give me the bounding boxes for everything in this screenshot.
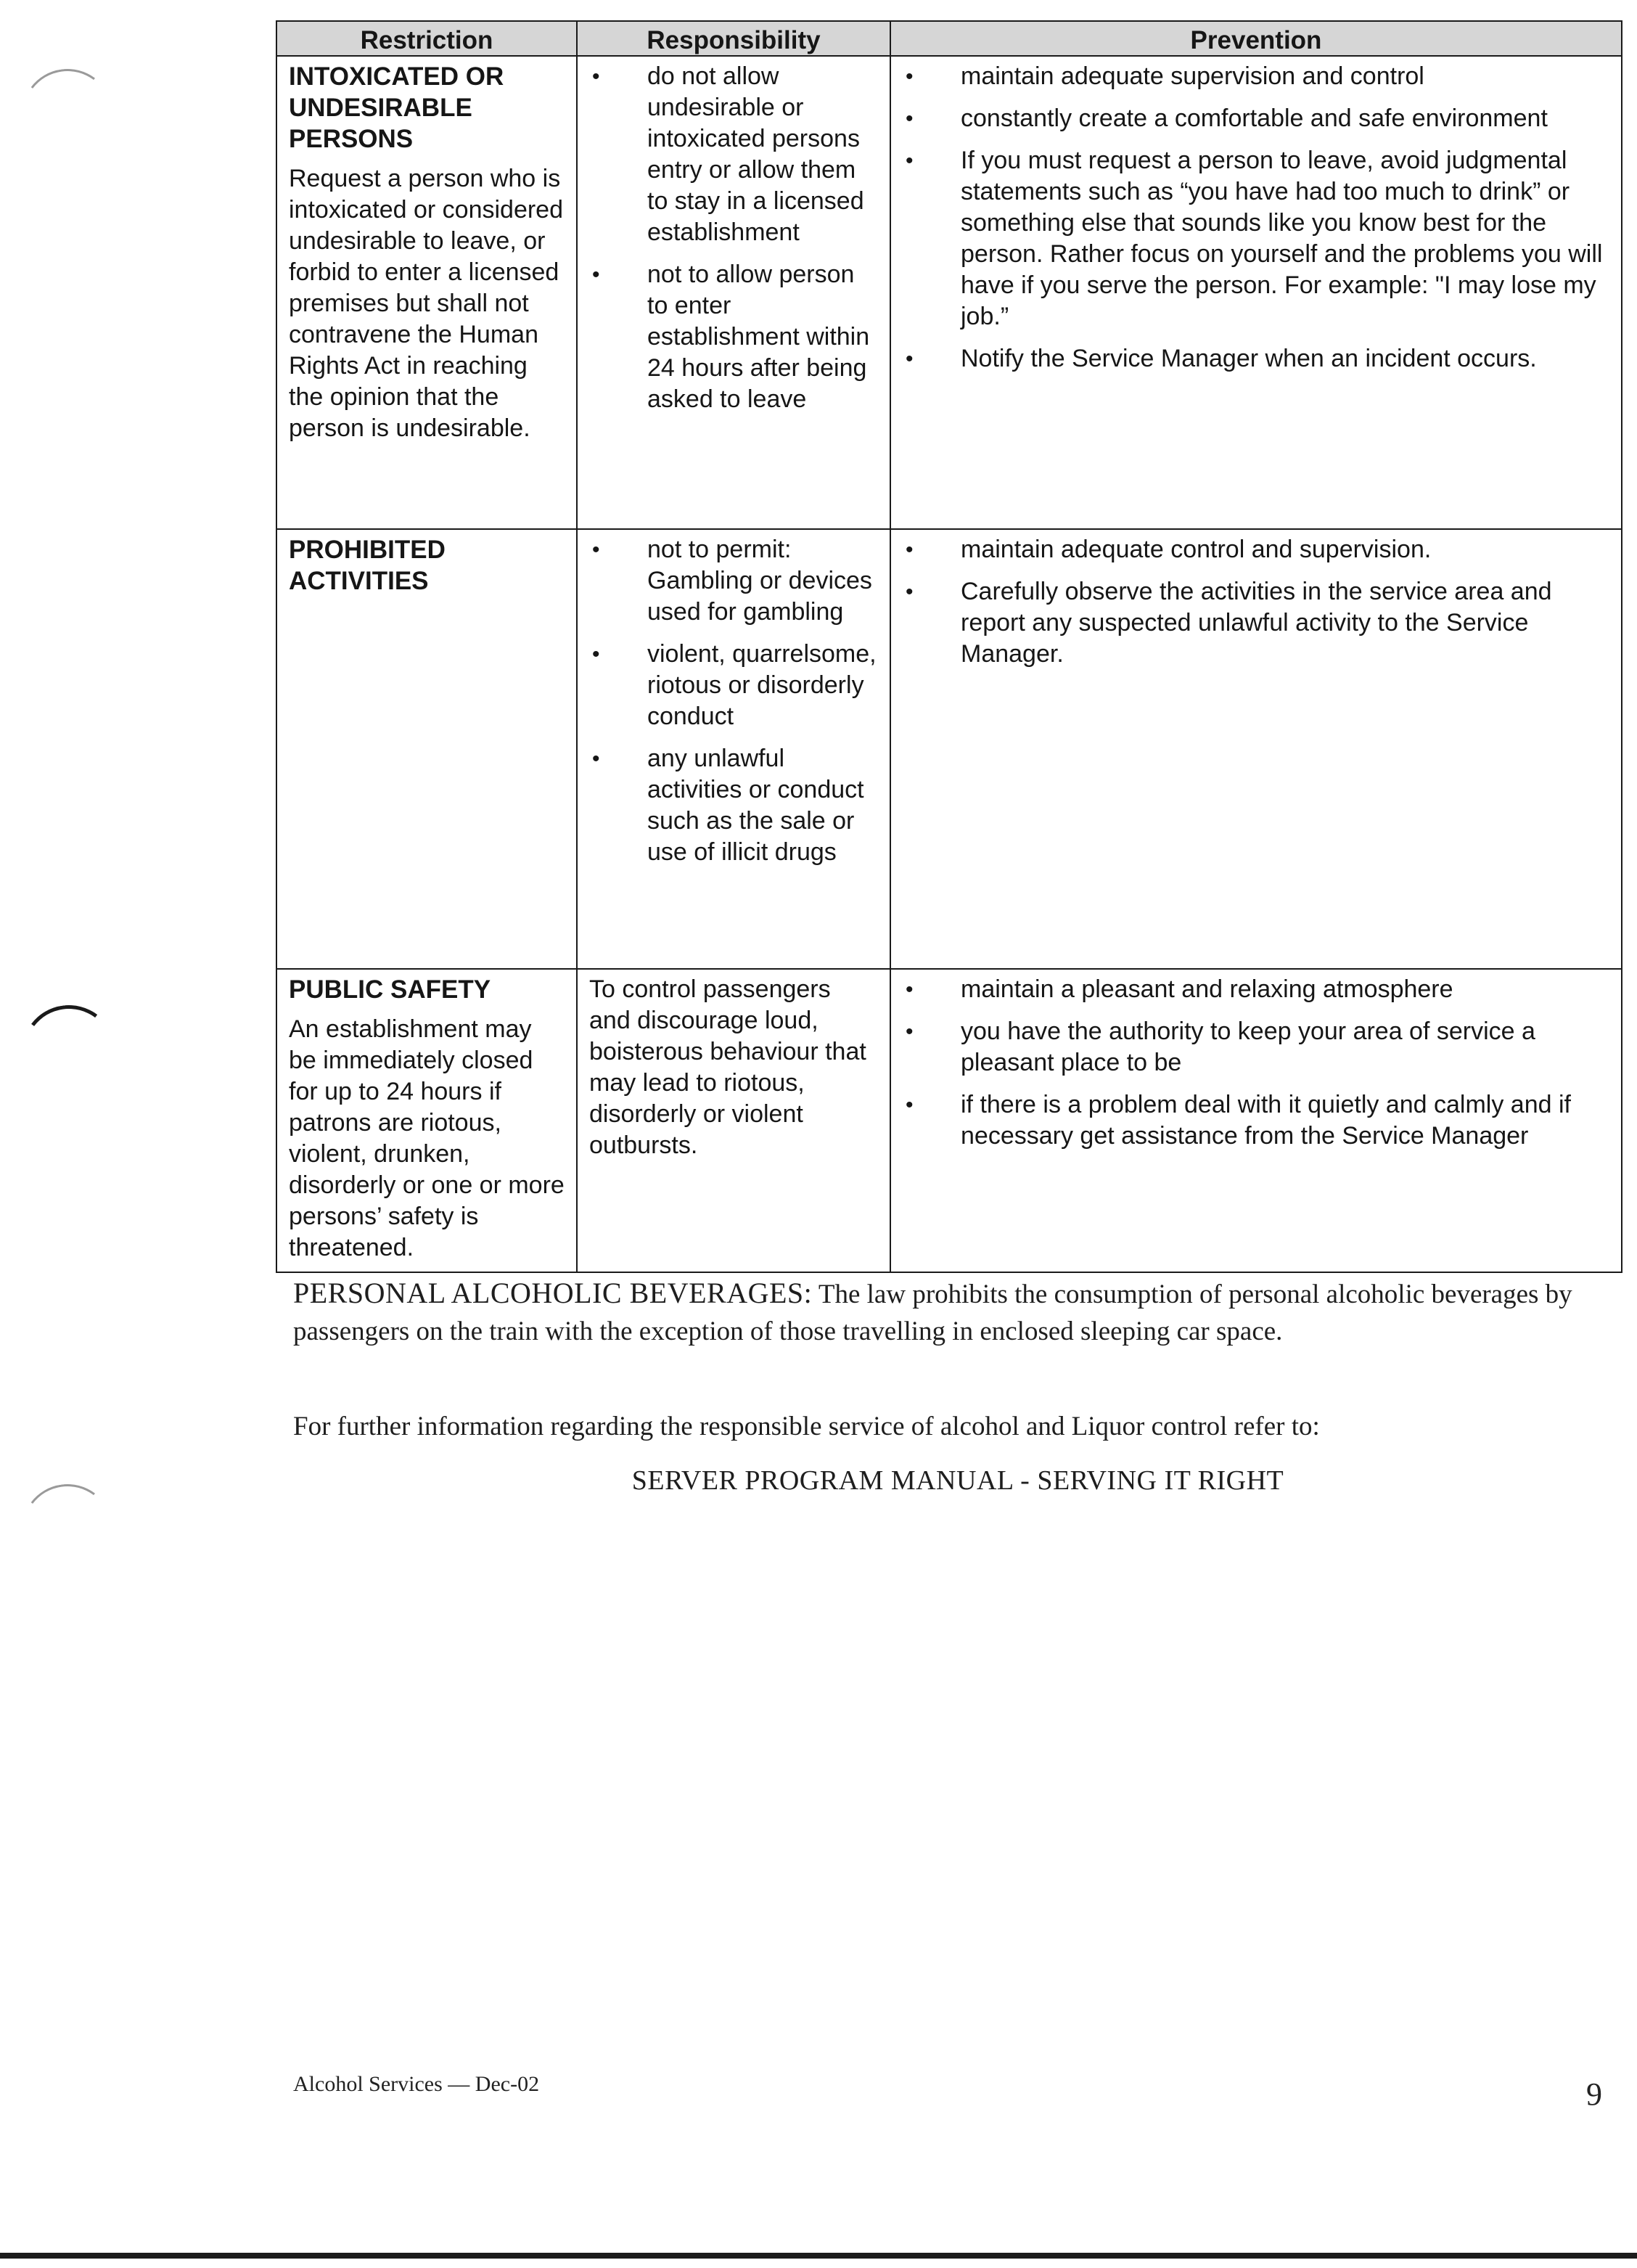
restrictions-table [276, 20, 1622, 1273]
table-row [276, 56, 1622, 529]
header-restriction: Restriction [276, 21, 577, 56]
list-item: • If you must request a person to leave, avoid judgmental statements such as “you have had too much to drink” or something else that sounds like you know best for the person. Rather focus on yourself and the problems you will have if you serve the person. For example: "I may lose my job.” [903, 145, 1609, 332]
responsibility-cell [577, 56, 890, 529]
list-item: • do not allow undesirable or intoxicated persons entry or allow them to stay in a licensed establishment [589, 61, 878, 248]
personal-alcohol-paragraph [293, 1274, 1614, 1350]
responsibility-text: To control passengers and discourage loud, boisterous behaviour that may lead to riotous, disorderly or violent outbursts. [589, 975, 866, 1159]
table-row [276, 529, 1622, 969]
manual-title: SERVER PROGRAM MANUAL - SERVING IT RIGHT [631, 1465, 1284, 1496]
list-item: • constantly create a comfortable and safe environment [903, 103, 1609, 134]
list-item: • not to allow person to enter establishment within 24 hours after being asked to leave [589, 259, 878, 415]
page-number: 9 [1586, 2076, 1602, 2112]
list-item: • maintain a pleasant and relaxing atmosphere [903, 974, 1609, 1005]
header-responsibility: Responsibility [577, 21, 890, 56]
list-item: • violent, quarrelsome, riotous or disorderly conduct [589, 639, 878, 732]
prevention-list [903, 534, 1609, 670]
personal-alcohol-text: The law prohibits the consumption of personal alcoholic beverages by passengers on the train with the exception of those travelling in enclosed sleeping car space. [293, 1280, 1572, 1346]
prevention-list [903, 974, 1609, 1152]
personal-alcohol-lead: PERSONAL ALCOHOLIC BEVERAGES: [293, 1277, 813, 1309]
header-prevention: Prevention [890, 21, 1622, 56]
prevention-cell [890, 529, 1622, 969]
further-info-text: For further information regarding the responsible service of alcohol and Liquor control refer to: [293, 1412, 1320, 1441]
binder-hole-middle [16, 999, 123, 1106]
binder-hole-top [16, 63, 119, 166]
restriction-cell [276, 969, 577, 1272]
restriction-cell [276, 529, 577, 969]
table-row [276, 969, 1622, 1272]
restriction-description: Request a person who is intoxicated or considered undesirable to leave, or forbid to enter a licensed premises but shall not contravene the Human Rights Act in reaching the opinion that the person is undesirable. [289, 165, 564, 442]
responsibility-cell [577, 529, 890, 969]
responsibility-list [589, 534, 878, 868]
responsibility-cell [577, 969, 890, 1272]
list-item: • you have the authority to keep your area of service a pleasant place to be [903, 1016, 1609, 1078]
restriction-title: PUBLIC SAFETY [289, 975, 491, 1004]
list-item: • not to permit: Gambling or devices used for gambling [589, 534, 878, 628]
table-header-row [276, 21, 1622, 56]
page-bottom-edge [0, 2253, 1637, 2259]
list-item: • Carefully observe the activities in the service area and report any suspected unlawful activity to the Service Manager. [903, 576, 1609, 670]
binder-hole-bottom [16, 1478, 119, 1581]
restriction-cell [276, 56, 577, 529]
list-item: • any unlawful activities or conduct such as the sale or use of illicit drugs [589, 743, 878, 868]
restriction-title: PROHIBITED ACTIVITIES [289, 536, 446, 595]
prevention-cell [890, 969, 1622, 1272]
prevention-cell [890, 56, 1622, 529]
prevention-list [903, 61, 1609, 374]
list-item: • maintain adequate control and supervision. [903, 534, 1609, 565]
restriction-description: An establishment may be immediately closed for up to 24 hours if patrons are riotous, violent, drunken, disorderly or one or more persons’ safety is threatened. [289, 1015, 565, 1261]
list-item: • Notify the Service Manager when an incident occurs. [903, 343, 1609, 374]
responsibility-list [589, 61, 878, 415]
list-item: • maintain adequate supervision and control [903, 61, 1609, 92]
restriction-title: INTOXICATED OR UNDESIRABLE PERSONS [289, 62, 504, 153]
page-footer: Alcohol Services — Dec-02 [293, 2072, 540, 2096]
list-item: • if there is a problem deal with it quietly and calmly and if necessary get assistance from the Service Manager [903, 1089, 1609, 1152]
